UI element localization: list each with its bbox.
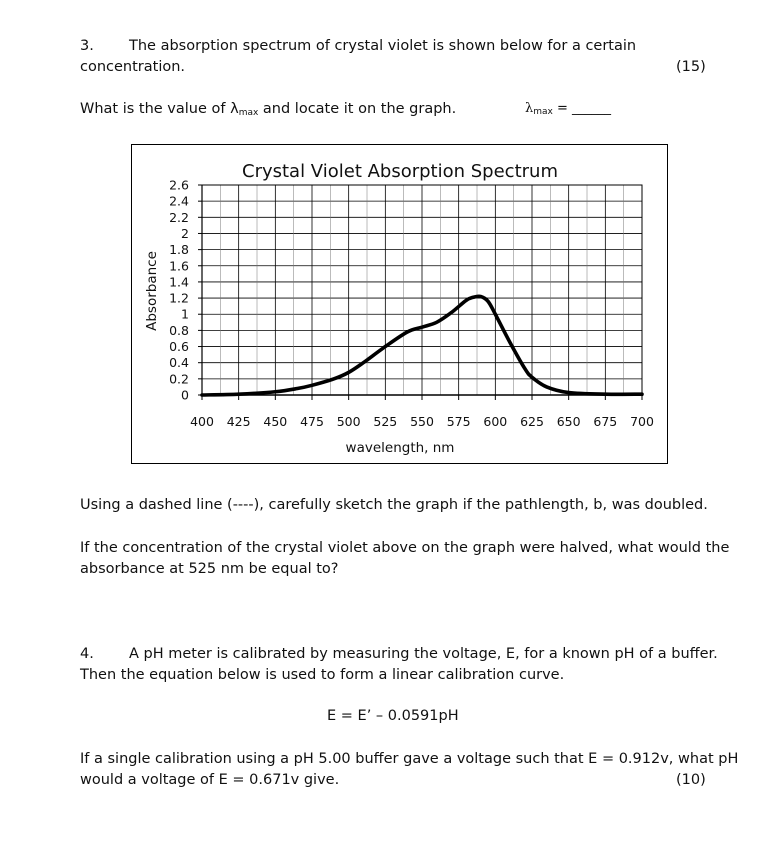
q3-question-b: Using a dashed line (----), carefully sketch the graph if the pathlength, b, was doubled. (80, 497, 708, 513)
y-tick-label: 1.2 (169, 290, 189, 306)
y-tick-label: 2 (181, 225, 189, 241)
q3-intro-line2: concentration. (80, 59, 186, 75)
y-tick-label: 2.4 (169, 193, 189, 209)
q3-number: 3. (80, 38, 94, 54)
q3-intro-line1: The absorption spectrum of crystal violet is shown below for a certain (129, 38, 637, 54)
absorption-chart (132, 145, 669, 465)
x-tick-label: 425 (226, 414, 251, 429)
q3-question-a-tail: and locate it on the graph. (258, 101, 457, 117)
x-tick-label: 475 (300, 414, 324, 429)
y-tick-label: 1 (181, 306, 189, 322)
chart-tick-labels (169, 178, 654, 430)
q3-points: (15) (676, 59, 706, 75)
chart-grid (202, 185, 642, 395)
x-tick-label: 550 (410, 414, 434, 429)
x-tick-label: 675 (593, 414, 618, 429)
x-tick-label: 700 (630, 414, 654, 429)
q3-question-c-line2: absorbance at 525 nm be equal to? (80, 561, 339, 577)
q4-number: 4. (80, 646, 94, 662)
y-tick-label: 1.6 (169, 258, 189, 274)
chart-frame (131, 144, 668, 464)
q3-question-c-line1: If the concentration of the crystal violet above on the graph were halved, what would the (80, 540, 730, 556)
answer-blank: = ______ (552, 101, 612, 116)
q3-question-a-text: What is the value of λ (80, 101, 239, 117)
q4-equation: E = E’ – 0.0591pH (327, 708, 459, 724)
y-tick-label: 1.8 (169, 242, 189, 258)
y-tick-label: 0 (181, 387, 189, 403)
q4-points: (10) (676, 772, 706, 788)
y-tick-label: 0.2 (169, 371, 189, 387)
q3-question-a (80, 101, 456, 118)
y-tick-label: 0.8 (169, 322, 189, 338)
x-tick-label: 650 (556, 414, 581, 429)
x-tick-label: 625 (520, 414, 544, 429)
y-tick-label: 2.6 (169, 177, 189, 193)
y-tick-label: 2.2 (169, 209, 189, 225)
x-tick-label: 500 (336, 414, 361, 429)
answer-lambda-sub: max (533, 107, 553, 117)
x-tick-label: 525 (373, 414, 398, 429)
x-tick-label: 575 (446, 414, 471, 429)
q3-question-a-sub: max (238, 108, 259, 118)
x-tick-label: 400 (190, 414, 214, 429)
y-tick-label: 0.4 (169, 355, 189, 371)
q4-intro-line1: A pH meter is calibrated by measuring the voltage, E, for a known pH of a buffer. (129, 646, 718, 662)
x-tick-label: 600 (483, 414, 508, 429)
chart-xlabel: wavelength, nm (345, 440, 455, 456)
y-tick-label: 0.6 (169, 339, 189, 355)
q3-answer-field[interactable] (525, 101, 611, 117)
q4-intro-line2: Then the equation below is used to form a linear calibration curve. (80, 667, 565, 683)
chart-title: Crystal Violet Absorption Spectrum (242, 161, 558, 182)
y-tick-label: 1.4 (169, 274, 189, 290)
answer-lambda-label: λ (525, 101, 534, 116)
q4-question-line1: If a single calibration using a pH 5.00 buffer gave a voltage such that E = 0.912v, what pH (80, 751, 739, 767)
x-tick-label: 450 (263, 414, 288, 429)
q4-question-line2: would a voltage of E = 0.671v give. (80, 772, 340, 788)
chart-ylabel: Absorbance (144, 251, 160, 331)
